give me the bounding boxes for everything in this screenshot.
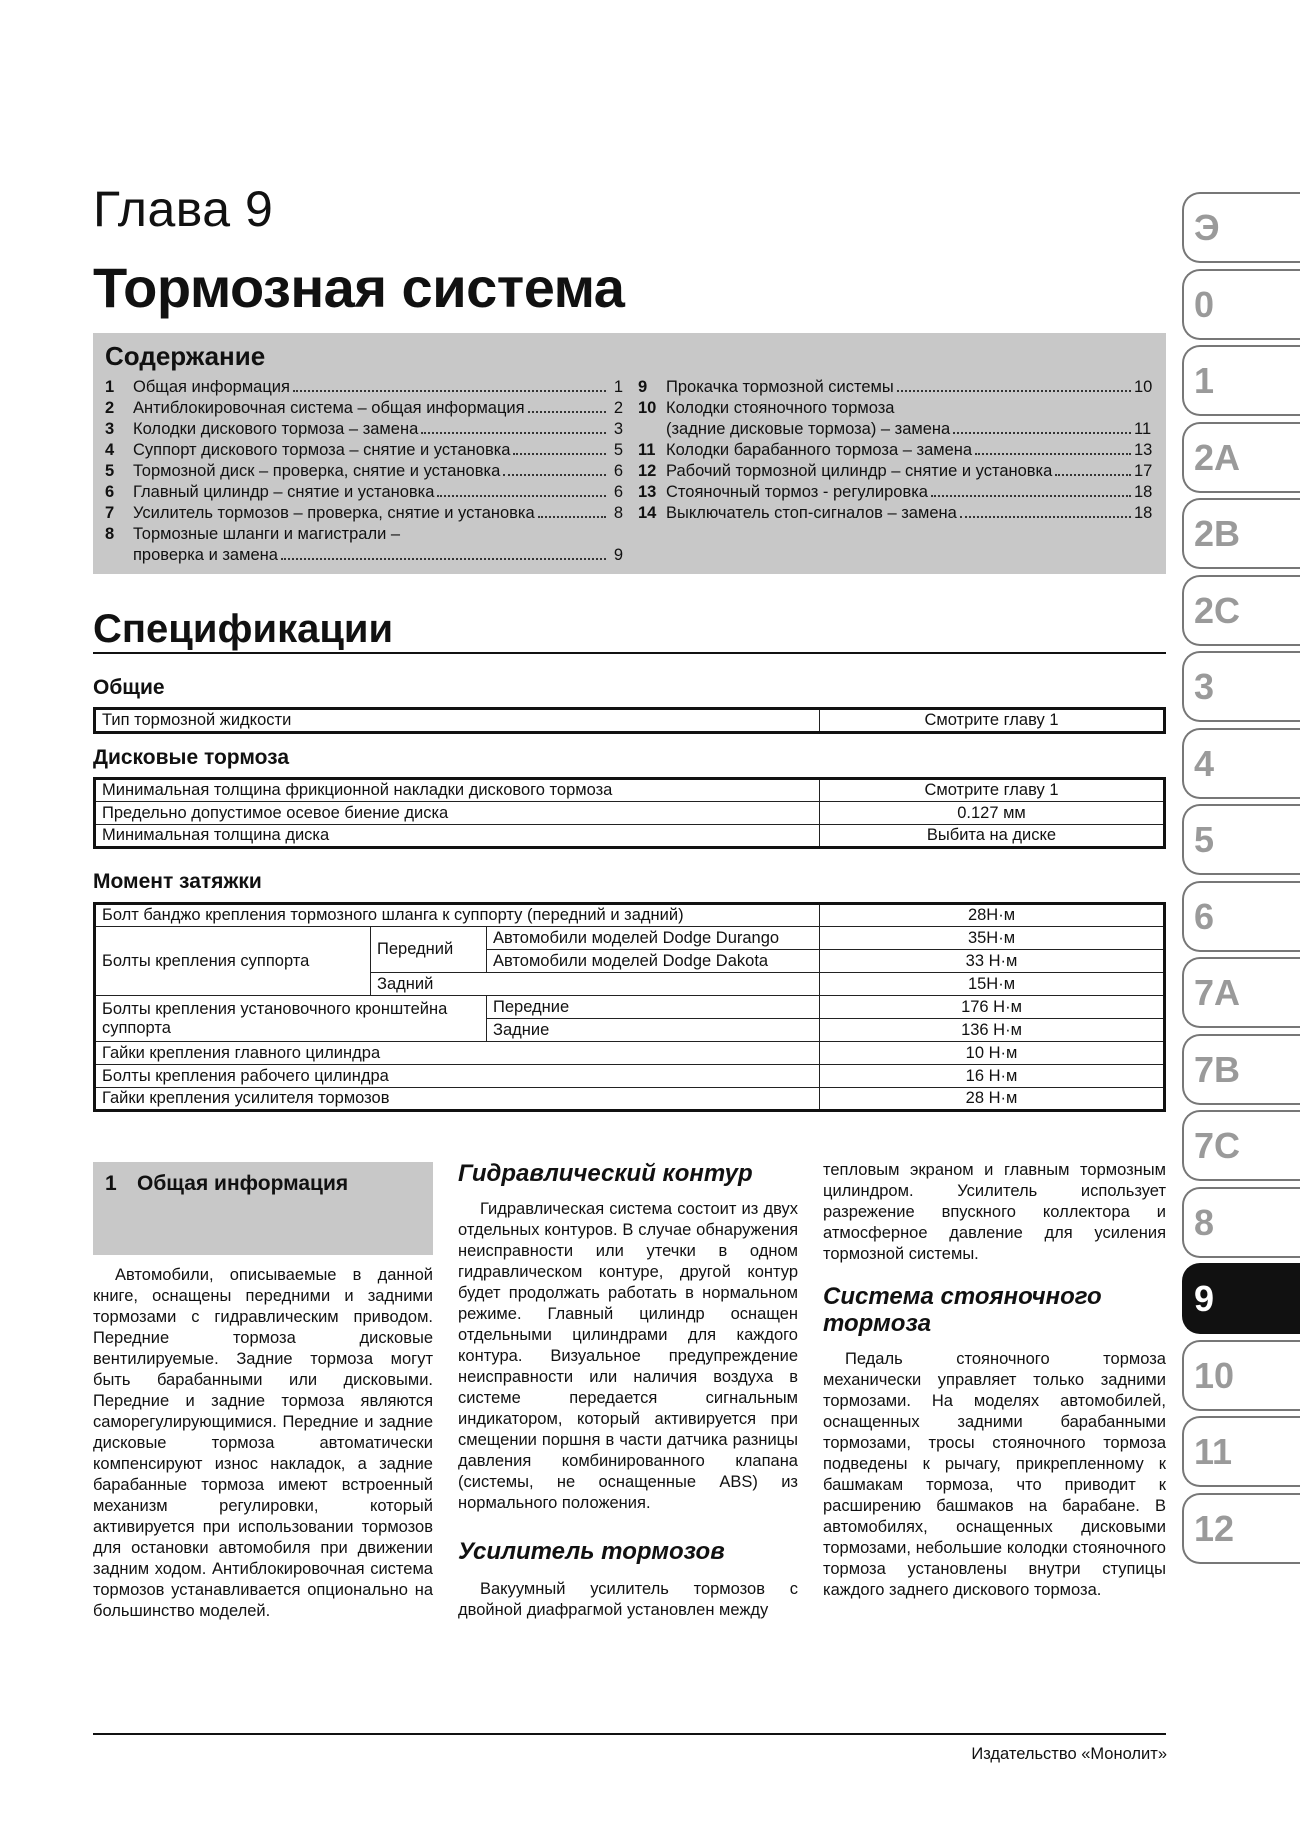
- toc-item: [638, 440, 1153, 461]
- spec-label: Гайки крепления главного цилиндра: [95, 1042, 820, 1065]
- tab-chapter-2b[interactable]: [1182, 498, 1300, 569]
- toc-text: Антиблокировочная система – общая информация: [133, 399, 525, 417]
- toc-number: 12: [638, 462, 657, 480]
- toc-number: 7: [105, 504, 115, 522]
- spec-value: Смотрите главу 1: [820, 709, 1165, 733]
- toc-text: Стояночный тормоз - регулировка: [666, 483, 928, 501]
- spec-label: Минимальная толщина диска: [95, 825, 820, 848]
- booster-text-continued: [823, 1160, 1166, 1265]
- toc-number: 14: [638, 504, 657, 522]
- toc-item: [638, 377, 1153, 398]
- tab-chapter-6[interactable]: [1182, 881, 1300, 952]
- toc-item: [638, 461, 1153, 482]
- toc-leader: [513, 440, 606, 455]
- toc-page: 10: [1134, 378, 1153, 396]
- toc-page: 1: [613, 378, 623, 396]
- toc-text: Колодки дискового тормоза – замена: [133, 420, 419, 438]
- general-info-text: [93, 1265, 433, 1622]
- contents-box: [93, 333, 1166, 574]
- tab-label: 7B: [1194, 1048, 1241, 1090]
- tab-chapter-10[interactable]: [1182, 1340, 1300, 1411]
- toc-page: 13: [1134, 441, 1153, 459]
- torque-table: [93, 902, 1166, 1112]
- spec-value: 15Н·м: [820, 973, 1165, 996]
- toc-leader: [503, 461, 606, 476]
- paragraph: Педаль стояночного тормоза механически управляет только задними тормозами. На моделях автомобилей, оснащенных задними барабанными тормозами, тросы стояночного тормоза подведены к рычагу, прикрепленному к башмакам тормоза, что приводит к расширению башмаков на барабане. В автомобилях, оснащенных дисковыми тормозами, небольшие колодки стояночного тормоза установлены внутри ступицы каждого заднего дискового тормоза.: [823, 1350, 1166, 1599]
- toc-text: Усилитель тормозов – проверка, снятие и установка: [133, 504, 535, 522]
- toc-left-column: [105, 377, 623, 566]
- toc-number: 1: [105, 378, 115, 396]
- specifications-rule: [93, 652, 1166, 654]
- spec-label: Минимальная толщина фрикционной накладки дискового тормоза: [95, 779, 820, 802]
- parking-brake-subtitle: Система стояночного тормоза: [823, 1283, 1102, 1337]
- booster-text: [458, 1579, 798, 1621]
- table-row: [95, 1042, 1165, 1065]
- spec-value: 28 Н·м: [820, 1088, 1165, 1111]
- toc-item: [105, 440, 623, 461]
- toc-leader: [421, 419, 606, 434]
- tab-chapter-2c[interactable]: [1182, 575, 1300, 646]
- spec-value: 176 Н·м: [820, 996, 1165, 1019]
- spec-value: 136 Н·м: [820, 1019, 1165, 1042]
- tab-chapter-9[interactable]: [1182, 1263, 1300, 1334]
- toc-text: (задние дисковые тормоза) – замена: [666, 420, 951, 438]
- tab-chapter-1[interactable]: [1182, 345, 1300, 416]
- paragraph: тепловым экраном и главным тормозным цилиндром. Усилитель использует разрежение впускного коллектора и атмосферное давление для усиления тормозной системы.: [823, 1161, 1166, 1263]
- toc-item: [105, 419, 623, 440]
- toc-number: 10: [638, 399, 657, 417]
- spec-sublabel: Задний: [371, 973, 820, 996]
- table-row: [95, 825, 1165, 848]
- toc-item: [638, 482, 1153, 503]
- toc-leader: [953, 419, 1131, 434]
- chapter-label: Глава 9: [93, 181, 274, 237]
- tab-label: 11: [1194, 1431, 1233, 1472]
- spec-label: Болты крепления суппорта: [95, 927, 371, 996]
- toc-page: 6: [613, 462, 623, 480]
- spec-label: Болты крепления установочного кронштейна суппорта: [95, 996, 487, 1042]
- toc-leader: [897, 377, 1131, 392]
- spec-label: Предельно допустимое осевое биение диска: [95, 802, 820, 825]
- specifications-title: Спецификации: [93, 607, 394, 651]
- tab-label: 3: [1194, 666, 1215, 707]
- spec-label: Болт банджо крепления тормозного шланга к суппорту (передний и задний): [95, 904, 820, 927]
- toc-number: 2: [105, 399, 115, 417]
- toc-item: [105, 503, 623, 524]
- toc-number: 3: [105, 420, 115, 438]
- spec-value: 10 Н·м: [820, 1042, 1165, 1065]
- toc-text: Выключатель стоп-сигналов – замена: [666, 504, 957, 522]
- tab-chapter-5[interactable]: [1182, 804, 1300, 875]
- spec-value: 33 Н·м: [820, 950, 1165, 973]
- table-row: [95, 904, 1165, 927]
- tab-label: 0: [1194, 283, 1215, 325]
- toc-page: 3: [613, 420, 623, 438]
- publisher: Издательство «Монолит»: [971, 1745, 1167, 1763]
- spec-label: Автомобили моделей Dodge Dakota: [487, 950, 820, 973]
- disc-brakes-subtitle: Дисковые тормоза: [93, 746, 290, 769]
- toc-item: [638, 398, 1152, 440]
- tab-label: 4: [1194, 742, 1215, 784]
- spec-value: Выбита на диске: [820, 825, 1165, 848]
- toc-page: 2: [613, 399, 623, 417]
- contents-title: Содержание: [105, 341, 266, 371]
- toc-text: Тормозной диск – проверка, снятие и установка: [133, 462, 501, 480]
- general-subtitle: Общие: [93, 676, 165, 699]
- toc-text: Суппорт дискового тормоза – снятие и установка: [133, 441, 511, 459]
- tab-label: Э: [1194, 207, 1220, 248]
- toc-item: [638, 503, 1153, 524]
- footer-rule: [93, 1733, 1166, 1735]
- tab-chapter-8[interactable]: [1182, 1187, 1300, 1258]
- table-row: [95, 802, 1165, 825]
- toc-right-column: [638, 377, 1153, 524]
- table-row: [95, 996, 1165, 1019]
- tab-chapter-7b[interactable]: [1182, 1034, 1300, 1105]
- spec-sublabel: Передние: [487, 996, 820, 1019]
- tab-label: 7C: [1194, 1125, 1241, 1166]
- toc-leader: [528, 398, 606, 413]
- spec-value: Смотрите главу 1: [820, 779, 1165, 802]
- spec-value: 0.127 мм: [820, 802, 1165, 825]
- tab-label: 7A: [1194, 972, 1241, 1013]
- toc-page: 18: [1134, 504, 1153, 522]
- toc-leader: [960, 503, 1131, 518]
- toc-text: Главный цилиндр – снятие и установка: [133, 483, 435, 501]
- paragraph: Вакуумный усилитель тормозов с двойной диафрагмой установлен между: [458, 1580, 798, 1619]
- tab-label: 12: [1194, 1507, 1235, 1549]
- toc-leader: [437, 482, 606, 497]
- toc-item: [105, 461, 623, 482]
- toc-number: 5: [105, 462, 115, 480]
- torque-subtitle: Момент затяжки: [93, 870, 262, 893]
- table-row: [95, 779, 1165, 802]
- toc-page: 8: [613, 504, 623, 522]
- disc-table: [93, 777, 1166, 849]
- toc-number: 4: [105, 441, 115, 459]
- table-row: [95, 927, 1165, 950]
- toc-text: Колодки стояночного тормоза: [666, 399, 895, 417]
- toc-leader: [931, 482, 1131, 497]
- tab-label: 6: [1194, 895, 1215, 937]
- toc-text: Прокачка тормозной системы: [666, 378, 894, 396]
- tab-label: 2A: [1194, 436, 1241, 478]
- toc-leader: [281, 545, 606, 560]
- tab-chapter-3[interactable]: [1182, 651, 1300, 722]
- toc-page: 5: [613, 441, 623, 459]
- toc-item: [105, 524, 623, 566]
- spec-value: 28Н·м: [820, 904, 1165, 927]
- chapter-title: Тормозная система: [93, 256, 625, 319]
- section-heading-box: [93, 1162, 433, 1255]
- tab-label: 1: [1194, 360, 1215, 401]
- toc-text: проверка и замена: [133, 546, 278, 564]
- section-number: 1: [105, 1172, 117, 1195]
- tab-chapter-э[interactable]: [1182, 192, 1300, 263]
- section-title: Общая информация: [137, 1172, 349, 1195]
- paragraph: Гидравлическая система состоит из двух отдельных контуров. В случае обнаружения неисправности или утечки в одном гидравлическом контуре, другой контур будет продолжать работать в нормальном режиме. Главный цилиндр оснащен отдельными цилиндрами для каждого контура. Визуальное предупреждение неисправности или наличия воздуха в системе передается сигнальным индикатором, который активируется при смещении поршня в части датчика разницы давления комбинированного клапана (системы, не оснащенные ABS) из нормального положения.: [458, 1200, 798, 1512]
- toc-page: 9: [613, 546, 623, 564]
- tab-label: 9: [1194, 1278, 1215, 1319]
- toc-number: 9: [638, 378, 648, 396]
- tab-chapter-12[interactable]: [1182, 1493, 1300, 1564]
- hydraulic-subtitle: Гидравлический контур: [458, 1160, 753, 1187]
- hydraulic-text: [458, 1199, 798, 1514]
- toc-leader: [975, 440, 1131, 455]
- spec-sublabel: Задние: [487, 1019, 820, 1042]
- spec-label: Болты крепления рабочего цилиндра: [95, 1065, 820, 1088]
- tab-label: 2B: [1194, 513, 1241, 554]
- toc-leader: [538, 503, 606, 518]
- tab-chapter-0[interactable]: [1182, 269, 1300, 340]
- tab-label: 8: [1194, 1201, 1215, 1243]
- toc-number: 13: [638, 483, 657, 501]
- tab-chapter-11[interactable]: [1182, 1416, 1300, 1487]
- toc-text: Колодки барабанного тормоза – замена: [666, 441, 973, 459]
- toc-number: 8: [105, 525, 115, 543]
- tab-chapter-7c[interactable]: [1182, 1110, 1300, 1181]
- parking-brake-text: [823, 1349, 1166, 1601]
- booster-subtitle: Усилитель тормозов: [458, 1538, 725, 1565]
- toc-item: [105, 377, 623, 398]
- toc-page: 17: [1134, 462, 1153, 480]
- spec-label: Тип тормозной жидкости: [95, 709, 820, 733]
- toc-text: Тормозные шланги и магистрали –: [133, 525, 401, 543]
- table-row: [95, 1065, 1165, 1088]
- spec-label: Автомобили моделей Dodge Durango: [487, 927, 820, 950]
- spec-value: 16 Н·м: [820, 1065, 1165, 1088]
- toc-text: Общая информация: [133, 378, 290, 396]
- toc-leader: [1055, 461, 1131, 476]
- toc-page: 6: [613, 483, 623, 501]
- toc-number: 11: [638, 441, 656, 459]
- toc-leader: [293, 377, 606, 392]
- toc-page: 11: [1134, 420, 1152, 438]
- toc-text: Рабочий тормозной цилиндр – снятие и установка: [666, 462, 1053, 480]
- general-table: [93, 707, 1166, 734]
- toc-item: [105, 482, 623, 503]
- table-row: [95, 709, 1165, 733]
- tab-chapter-2a[interactable]: [1182, 422, 1300, 493]
- table-row: [95, 1088, 1165, 1111]
- spec-sublabel: Передний: [371, 927, 487, 973]
- tab-label: 2C: [1194, 589, 1241, 631]
- spec-value: 35Н·м: [820, 927, 1165, 950]
- toc-number: 6: [105, 483, 115, 501]
- toc-item: [105, 398, 623, 419]
- tab-chapter-7a[interactable]: [1182, 957, 1300, 1028]
- toc-page: 18: [1134, 483, 1153, 501]
- spec-label: Гайки крепления усилителя тормозов: [95, 1088, 820, 1111]
- tab-label: 10: [1194, 1354, 1235, 1396]
- tab-chapter-4[interactable]: [1182, 728, 1300, 799]
- tab-label: 5: [1194, 819, 1215, 860]
- paragraph: Автомобили, описываемые в данной книге, оснащены передними и задними тормозами с гидравлическим приводом. Передние тормоза дисковые вентилируемые. Задние тормоза могут быть барабанными или дисковыми. Передние и задние тормоза являются саморегулирующимися. Передние и задние дисковые тормоза автоматически компенсируют износ накладок, а задние барабанные тормоза имеют встроенный механизм регулировки, который активируется при использовании тормозов для остановки автомобиля при движении задним ходом. Антиблокировочная система тормозов устанавливается опционально на большинство моделей.: [93, 1266, 433, 1620]
